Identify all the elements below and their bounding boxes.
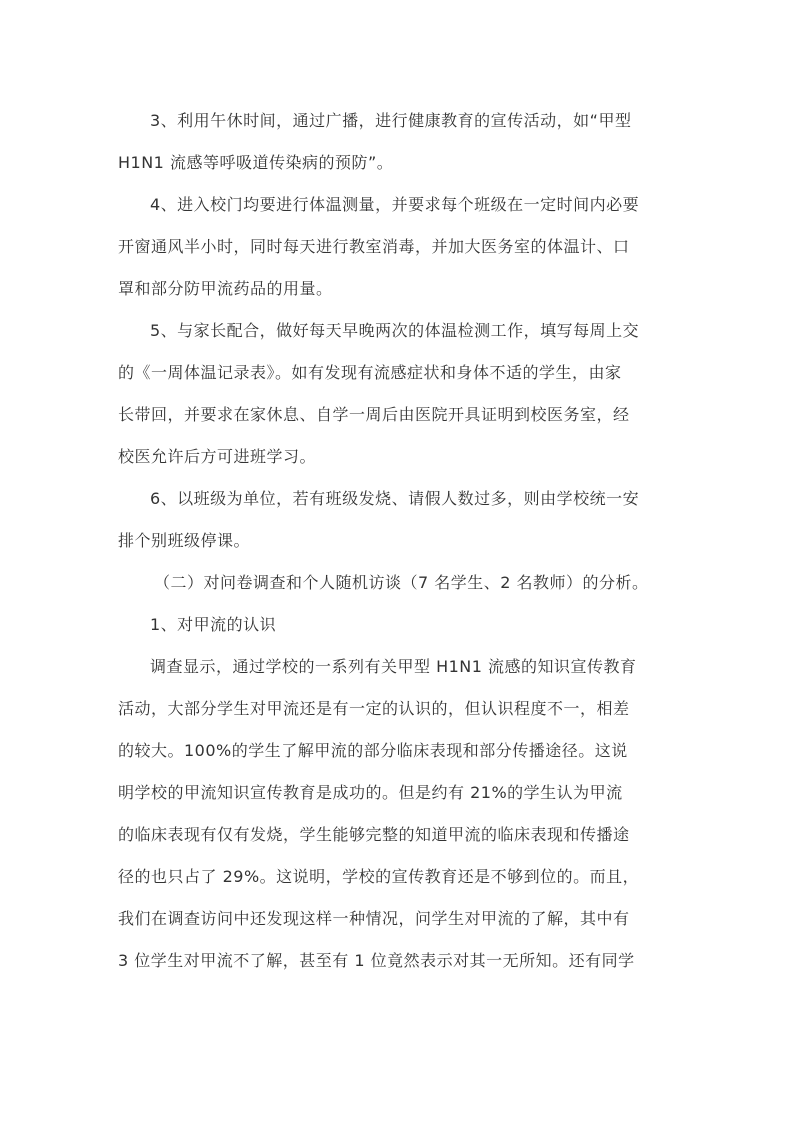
text-line: 的较大。100%的学生了解甲流的部分临床表现和部分传播途径。这说 <box>118 741 628 760</box>
text-line: 排个别班级停课。 <box>118 531 251 550</box>
text-line: 径的也只占了 29%。这说明，学校的宣传教育还是不够到位的。而且， <box>118 867 640 886</box>
text-line: 的临床表现有仅有发烧，学生能够完整的知道甲流的临床表现和传播途 <box>118 825 630 844</box>
analysis-paragraph <box>118 646 678 982</box>
section-heading <box>118 562 678 604</box>
text-line: 活动，大部分学生对甲流还是有一定的认识的，但认识程度不一，相差 <box>118 699 630 718</box>
text-line: 3 位学生对甲流不了解，甚至有 1 位竟然表示对其一无所知。还有同学 <box>118 951 635 970</box>
text-line: 明学校的甲流知识宣传教育是成功的。但是约有 21%的学生认为甲流 <box>118 783 623 802</box>
paragraph-item-5 <box>118 310 678 478</box>
text-line: 的《一周体温记录表》。如有发现有流感症状和身体不适的学生，由家 <box>118 363 622 382</box>
text-line: 1、对甲流的认识 <box>150 615 277 634</box>
document-body <box>118 100 678 982</box>
text-line: 4、进入校门均要进行体温测量，并要求每个班级在一定时间内必要 <box>150 195 640 214</box>
text-line: 6、以班级为单位，若有班级发烧、请假人数过多，则由学校统一安 <box>150 489 640 508</box>
subsection-heading <box>118 604 678 646</box>
paragraph-item-3 <box>118 100 678 184</box>
text-line: 调查显示，通过学校的一系列有关甲型 H1N1 流感的知识宣传教育 <box>150 657 637 676</box>
text-line: 开窗通风半小时，同时每天进行教室消毒，并加大医务室的体温计、口 <box>118 237 630 256</box>
paragraph-item-6 <box>118 478 678 562</box>
text-line: （二）对问卷调查和个人随机访谈（7 名学生、2 名教师）的分析。 <box>154 573 649 592</box>
text-line: 3、利用午休时间，通过广播，进行健康教育的宣传活动，如“甲型 <box>150 111 632 130</box>
paragraph-item-4 <box>118 184 678 310</box>
text-line: 5、与家长配合，做好每天早晚两次的体温检测工作，填写每周上交 <box>150 321 640 340</box>
text-line: 长带回，并要求在家休息、自学一周后由医院开具证明到校医务室，经 <box>118 405 630 424</box>
text-line: 罩和部分防甲流药品的用量。 <box>118 279 333 298</box>
text-line: 校医允许后方可进班学习。 <box>118 447 317 466</box>
text-line: H1N1 流感等呼吸道传染病的预防”。 <box>118 153 394 172</box>
text-line: 我们在调查访问中还发现这样一种情况，问学生对甲流的了解，其中有 <box>118 909 630 928</box>
